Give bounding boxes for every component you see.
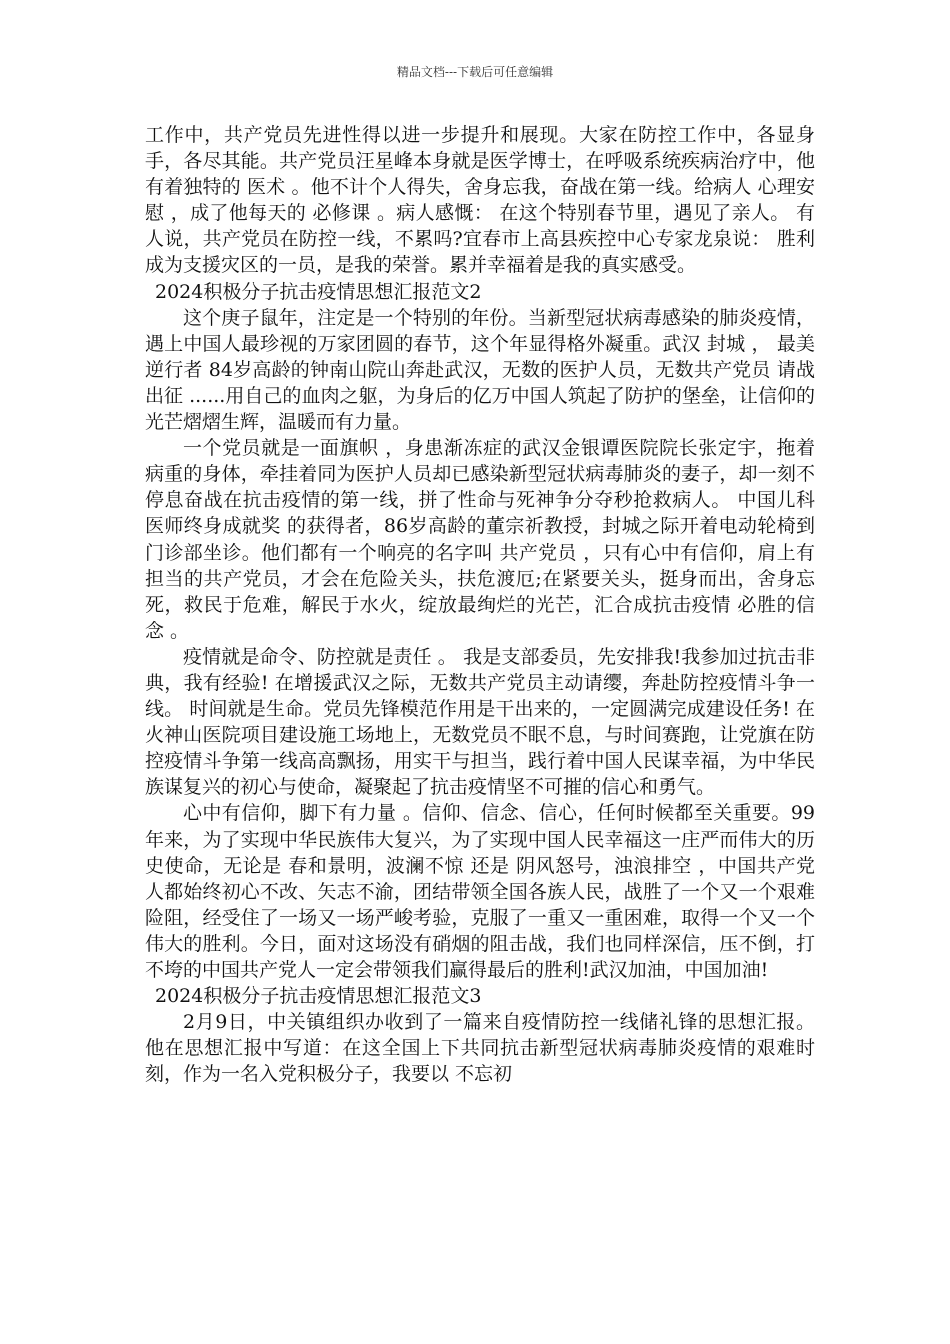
paragraph: 心中有信仰，脚下有力量 。信仰、信念、信心，任何时候都至关重要。99年来，为了实现中华民族伟大复兴，为了实现中国人民幸福这一庄严而伟大的历史使命，无论是 春和景明，波澜不惊 还是 阴风怒号，浊浪排空 ，中国共产党人都始终初心不改、矢志不渝，团结带领全国各族人民，战胜了一个又一个艰难险阻，经受住了一场又一场严峻考验，克服了一重又一重困难，取得一个又一个伟大的胜利。今日，面对这场没有硝烟的阻击战，我们也同样深信，压不倒，打不垮的中国共产党人一定会带领我们赢得最后的胜利!武汉加油，中国加油! bbox=[145, 802, 815, 981]
paragraph-intro: 工作中，共产党员先进性得以进一步提升和展现。大家在防控工作中，各显身手，各尽其能。共产党员汪星峰本身就是医学博士，在呼吸系统疾病治疗中，他有着独特的 医术 。他不计个人得失，舍身忘我，奋战在第一线。给病人 心理安慰 ，成了他每天的 必修课 。病人感慨： 在这个特别春节里，遇见了亲人。 有人说，共产党员在防控一线，不累吗?宜春市上高县疾控中心专家龙泉说： 胜利成为支援灾区的一员，是我的荣誉。累并幸福着是我的真实感受。 bbox=[145, 124, 815, 277]
section-heading-2: 2024积极分子抗击疫情思想汇报范文2 bbox=[155, 280, 482, 303]
paragraph: 2月9日，中关镇组织办收到了一篇来自疫情防控一线储礼锋的思想汇报。他在思想汇报中写道：在这全国上下共同抗击新型冠状病毒肺炎疫情的艰难时刻，作为一名入党积极分子，我要以 不忘初 bbox=[145, 1011, 815, 1086]
document-body bbox=[145, 122, 815, 1087]
page-header: 精品文档---下载后可任意编辑 bbox=[396, 65, 554, 79]
paragraph: 一个党员就是一面旗帜 ，身患渐冻症的武汉金银谭医院院长张定宇，拖着病重的身体，牵挂着同为医护人员却已感染新型冠状病毒肺炎的妻子，却一刻不停息奋战在抗击疫情的第一线，拼了性命与死神争分夺秒抢救病人。 中国儿科医师终身成就奖 的获得者，86岁高龄的董宗祈教授，封城之际开着电动轮椅到门诊部坐诊。他们都有一个响亮的名字叫 共产党员 ，只有心中有信仰，肩上有担当的共产党员，才会在危险关头，扶危渡厄;在紧要关头，挺身而出，舍身忘死，救民于危难，解民于水火，绽放最绚烂的光芒，汇合成抗击疫情 必胜的信念 。 bbox=[145, 437, 815, 642]
section-heading-3: 2024积极分子抗击疫情思想汇报范文3 bbox=[155, 985, 482, 1008]
paragraph: 疫情就是命令、防控就是责任 。 我是支部委员，先安排我!我参加过抗击非典，我有经验! 在增援武汉之际，无数共产党员主动请缨，奔赴防控疫情斗争一线。 时间就是生命。党员先锋模范作用是干出来的，一定圆满完成建设任务! 在火神山医院项目建设施工场地上，无数党员不眠不息，与时间赛跑，让党旗在防控疫情斗争第一线高高飘扬，用实干与担当，践行着中国人民谋幸福，为中华民族谋复兴的初心与使命，凝聚起了抗击疫情坚不可摧的信心和勇气。 bbox=[145, 645, 815, 799]
paragraph: 这个庚子鼠年，注定是一个特别的年份。当新型冠状病毒感染的肺炎疫情，遇上中国人最珍视的万家团圆的春节，这个年显得格外凝重。武汉 封城 ， 最美逆行者 84岁高龄的钟南山院山奔赴武汉，无数的医护人员，无数共产党员 请战出征 ......用自己的血肉之躯，为身后的亿万中国人筑起了防护的堡垒，让信仰的光芒熠熠生辉，温暖而有力量。 bbox=[145, 306, 815, 434]
